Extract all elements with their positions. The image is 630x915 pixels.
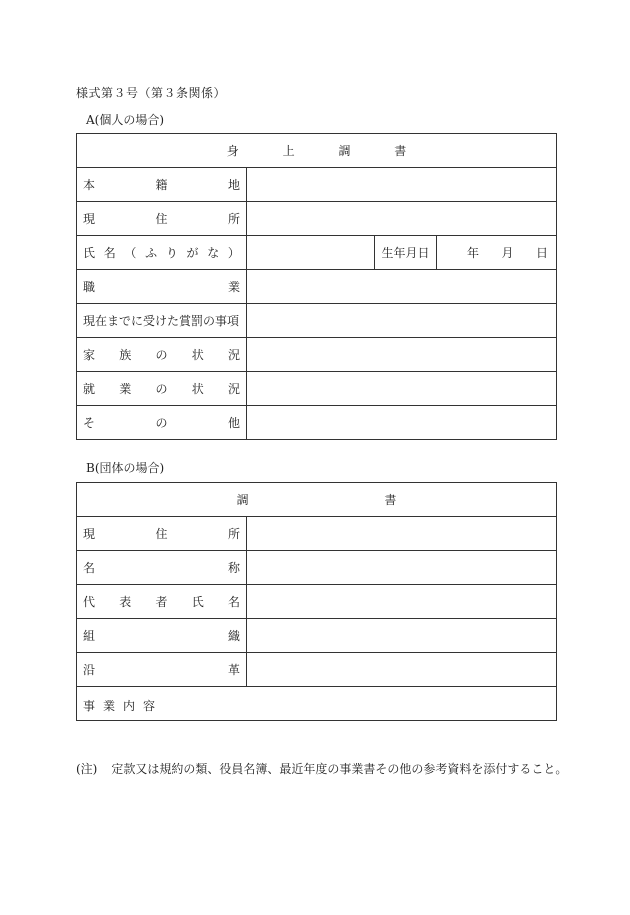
row-label-address <box>77 202 247 236</box>
label-char: そ <box>83 416 96 430</box>
label-char: 名 <box>103 246 116 260</box>
label-char: 氏 <box>83 246 96 260</box>
label-char: 名 <box>227 595 240 609</box>
label-char: 革 <box>227 663 240 677</box>
organization-form-table <box>76 482 557 721</box>
label-char: 事 <box>83 699 96 713</box>
row-label-org-address <box>77 517 247 551</box>
label-char: 称 <box>227 561 240 575</box>
title-char: 調 <box>236 493 249 507</box>
form-row <box>77 517 557 551</box>
section-b-label: B(団体の場合) <box>86 461 165 475</box>
row-label-other <box>77 406 247 440</box>
form-row <box>77 236 557 270</box>
title-char: 上 <box>282 144 295 158</box>
row-label-representative <box>77 585 247 619</box>
birthdate-value-field[interactable] <box>437 236 557 270</box>
label-char: 容 <box>143 699 156 713</box>
other-value-field[interactable] <box>247 406 557 440</box>
title-char: 調 <box>338 144 351 158</box>
label-text: 現在までに受けた賞罰の事項 <box>83 314 240 328</box>
row-label-occupation <box>77 270 247 304</box>
form-row <box>77 338 557 372</box>
label-char: 沿 <box>83 663 96 677</box>
month-label: 月 <box>501 246 514 260</box>
org-address-value-field[interactable] <box>247 517 557 551</box>
label-char: 代 <box>83 595 96 609</box>
label-char: 業 <box>119 382 132 396</box>
business-content-field[interactable] <box>77 687 557 721</box>
label-char: （ <box>124 246 137 260</box>
awards-penalties-value-field[interactable] <box>247 304 557 338</box>
representative-value-field[interactable] <box>247 585 557 619</box>
label-char: ふ <box>145 246 158 260</box>
row-label-awards-penalties <box>77 304 247 338</box>
form-row <box>77 168 557 202</box>
label-char: 状 <box>191 348 204 362</box>
label-char: ） <box>227 246 240 260</box>
label-char: 所 <box>227 527 240 541</box>
label-char: の <box>155 382 168 396</box>
occupation-value-field[interactable] <box>247 270 557 304</box>
label-char: 現 <box>83 527 96 541</box>
label-char: 住 <box>155 527 168 541</box>
year-label: 年 <box>467 246 480 260</box>
row-label-name <box>77 236 247 270</box>
footnote-text: 定款又は規約の類、役員名簿、最近年度の事業書その他の参考資料を添付すること。 <box>111 762 568 776</box>
name-value-field[interactable] <box>247 236 375 270</box>
row-label-history <box>77 653 247 687</box>
label-char: 就 <box>83 382 96 396</box>
form-row <box>77 551 557 585</box>
label-char: り <box>165 246 178 260</box>
document-title: 様式第３号（第３条関係） <box>76 86 227 100</box>
organization-form-title <box>77 483 557 517</box>
address-value-field[interactable] <box>247 202 557 236</box>
label-char: な <box>207 246 220 260</box>
label-char: 織 <box>227 629 240 643</box>
birthdate-label: 生年月日 <box>375 236 437 270</box>
label-char: 現 <box>83 212 96 226</box>
label-char: 氏 <box>191 595 204 609</box>
label-char: 表 <box>119 595 132 609</box>
organization-value-field[interactable] <box>247 619 557 653</box>
history-value-field[interactable] <box>247 653 557 687</box>
row-label-family <box>77 338 247 372</box>
honseki-value-field[interactable] <box>247 168 557 202</box>
personal-form-title <box>77 134 557 168</box>
label-char: の <box>155 348 168 362</box>
title-char: 身 <box>226 144 239 158</box>
section-a-label: A(個人の場合) <box>86 113 165 127</box>
label-char: が <box>186 246 199 260</box>
label-char: の <box>155 416 168 430</box>
form-row <box>77 687 557 721</box>
form-row <box>77 372 557 406</box>
label-char: 本 <box>83 178 96 192</box>
employment-value-field[interactable] <box>247 372 557 406</box>
title-char: 書 <box>384 493 397 507</box>
form-row <box>77 270 557 304</box>
form-row <box>77 202 557 236</box>
business-content-label <box>77 693 169 714</box>
label-char: 状 <box>191 382 204 396</box>
label-char: 籍 <box>155 178 168 192</box>
form-row <box>77 653 557 687</box>
label-char: 職 <box>83 280 96 294</box>
title-char: 書 <box>394 144 407 158</box>
label-char: 住 <box>155 212 168 226</box>
row-label-employment <box>77 372 247 406</box>
form-row <box>77 406 557 440</box>
day-label: 日 <box>536 246 549 260</box>
form-row <box>77 619 557 653</box>
label-char: 業 <box>103 699 116 713</box>
label-char: 業 <box>227 280 240 294</box>
label-char: 地 <box>227 178 240 192</box>
label-char: 家 <box>83 348 96 362</box>
personal-form-table <box>76 133 557 440</box>
label-char: 内 <box>123 699 136 713</box>
form-row <box>77 585 557 619</box>
row-label-org-name <box>77 551 247 585</box>
form-row <box>77 304 557 338</box>
label-char: 名 <box>83 561 96 575</box>
family-value-field[interactable] <box>247 338 557 372</box>
label-char: 組 <box>83 629 96 643</box>
org-name-value-field[interactable] <box>247 551 557 585</box>
label-char: 所 <box>227 212 240 226</box>
label-char: 況 <box>227 382 240 396</box>
label-char: 況 <box>227 348 240 362</box>
label-char: 者 <box>155 595 168 609</box>
row-label-organization <box>77 619 247 653</box>
label-char: 他 <box>227 416 240 430</box>
row-label-honseki <box>77 168 247 202</box>
label-char: 族 <box>119 348 132 362</box>
footnote-label: (注) <box>76 762 98 776</box>
footnote <box>76 760 567 777</box>
